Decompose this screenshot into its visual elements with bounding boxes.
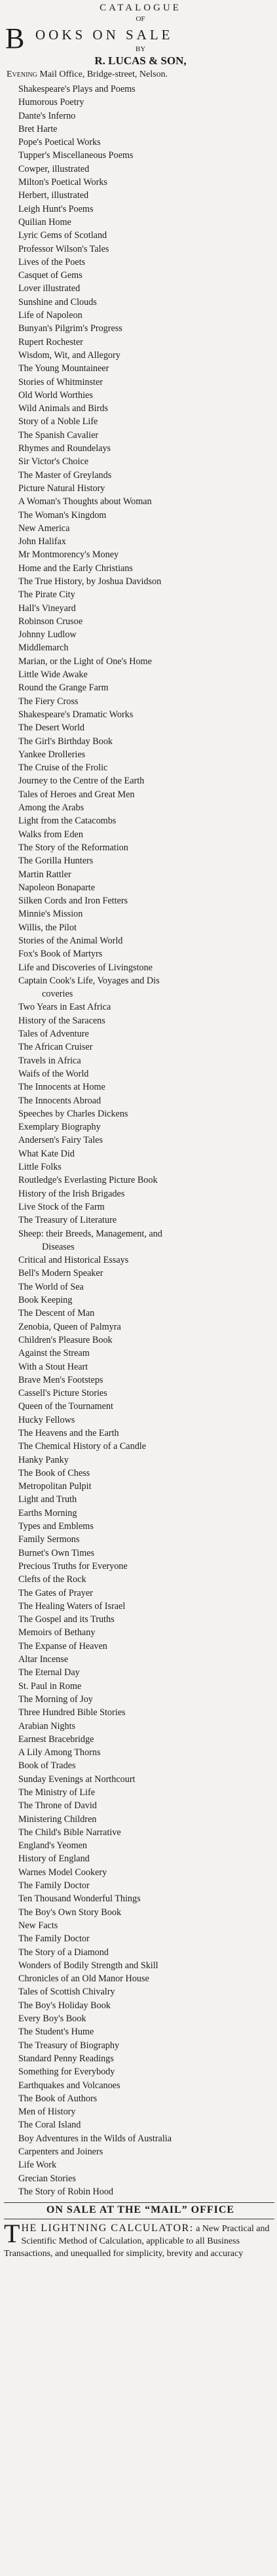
book-list-item: The Story of Robin Hood bbox=[18, 2186, 114, 2197]
book-list-item: The Student's Hume bbox=[18, 2027, 94, 2038]
book-list-item: The Boy's Holiday Book bbox=[18, 2000, 111, 2011]
book-list-item: The Story of a Diamond bbox=[18, 1947, 109, 1958]
book-list-item: Life Work bbox=[18, 2160, 57, 2171]
book-list-item: Pope's Poetical Works bbox=[18, 137, 101, 148]
book-list-item: Precious Truths for Everyone bbox=[18, 1560, 128, 1572]
book-list-item: The Woman's Kingdom bbox=[18, 509, 107, 521]
book-list-item: Travels in Africa bbox=[18, 1055, 81, 1066]
book-list-item: Fox's Book of Martyrs bbox=[18, 949, 103, 960]
book-list-item: Sir Victor's Choice bbox=[18, 456, 89, 467]
book-list-item: Against the Stream bbox=[18, 1348, 90, 1359]
book-list-item: Hall's Vineyard bbox=[18, 603, 76, 614]
book-list-item: The Morning of Joy bbox=[18, 1694, 93, 1705]
book-list-item: Andersen's Fairy Tales bbox=[18, 1135, 103, 1146]
book-list-item: Yankee Drolleries bbox=[18, 749, 86, 760]
book-list-item: Tupper's Miscellaneous Poems bbox=[18, 150, 134, 161]
catalogue-heading: CATALOGUE bbox=[100, 3, 181, 13]
book-list-item: Napoleon Bonaparte bbox=[18, 882, 96, 893]
book-list-item bbox=[18, 1227, 277, 1254]
book-list-item: Types and Emblems bbox=[18, 1521, 94, 1532]
book-title-continuation: Diseases bbox=[42, 1241, 75, 1252]
advert-dropcap: T bbox=[4, 2219, 20, 2249]
book-list-item: Chronicles of an Old Manor House bbox=[18, 1973, 149, 1985]
book-list-item: With a Stout Heart bbox=[18, 1361, 88, 1372]
book-list-item: Wild Animals and Birds bbox=[18, 403, 108, 414]
book-list-item: The Fiery Cross bbox=[18, 696, 79, 707]
book-list-item: Walks from Eden bbox=[18, 829, 83, 840]
book-list-item: Lover illustrated bbox=[18, 283, 81, 294]
book-list-item: Critical and Historical Essays bbox=[18, 1255, 129, 1266]
book-title-line: Sheep: their Breeds, Management, and bbox=[18, 1228, 162, 1239]
book-list-item: The Descent of Man bbox=[18, 1308, 95, 1319]
book-list-item: Memoirs of Bethany bbox=[18, 1627, 96, 1638]
book-list-item: Light from the Catacombs bbox=[18, 816, 117, 827]
book-list-item: Wonders of Bodily Strength and Skill bbox=[18, 1960, 158, 1971]
book-list-item: Three Hundred Bible Stories bbox=[18, 1707, 126, 1718]
book-list-item: Book of Trades bbox=[18, 1760, 76, 1772]
book-list-item: Old World Worthies bbox=[18, 389, 93, 401]
book-list-item: Stories of the Animal World bbox=[18, 936, 123, 946]
book-list-item: The Book of Chess bbox=[18, 1467, 90, 1478]
book-list-item: Round the Grange Farm bbox=[18, 683, 109, 694]
book-list-item: Mr Montmorency's Money bbox=[18, 549, 119, 561]
book-list-item: Herbert, illustrated bbox=[18, 190, 89, 201]
book-list-item: Cassell's Picture Stories bbox=[18, 1388, 107, 1399]
book-list-item: History of the Irish Brigades bbox=[18, 1188, 125, 1199]
book-list-item: New America bbox=[18, 523, 70, 534]
book-list-item: Minnie's Mission bbox=[18, 909, 83, 920]
book-list-item: The Desert World bbox=[18, 723, 85, 734]
book-list-item: Queen of the Tournament bbox=[18, 1401, 113, 1412]
book-list-item: Shakespeare's Dramatic Works bbox=[18, 709, 134, 720]
book-list-item: Quilian Home bbox=[18, 216, 71, 228]
book-list-item: Family Sermons bbox=[18, 1534, 80, 1545]
book-list-item: New Facts bbox=[18, 1920, 58, 1931]
office-prefix: Evening bbox=[7, 69, 37, 79]
book-list-item: The World of Sea bbox=[18, 1281, 84, 1292]
book-list-item: Willis, the Pilot bbox=[18, 922, 77, 933]
book-list-item: Book Keeping bbox=[18, 1295, 73, 1306]
book-list-item: The Family Doctor bbox=[18, 1880, 90, 1892]
book-list-item: The Ministry of Life bbox=[18, 1787, 96, 1798]
book-list-item: A Woman's Thoughts about Woman bbox=[18, 496, 152, 507]
book-list-item: The True History, by Joshua Davidson bbox=[18, 576, 162, 587]
of-label: OF bbox=[136, 15, 145, 23]
book-list-item: Dante's Inferno bbox=[18, 110, 76, 121]
book-list-item: The Heavens and the Earth bbox=[18, 1427, 119, 1438]
book-list-item: The Expanse of Heaven bbox=[18, 1640, 107, 1652]
advert-headword: HE LIGHTNING CALCULATOR: bbox=[21, 2223, 194, 2234]
book-list-item: Rupert Rochester bbox=[18, 336, 83, 347]
book-list-item: Men of History bbox=[18, 2107, 76, 2118]
book-list-item: Little Folks bbox=[18, 1162, 62, 1173]
book-list-item: Warnes Model Cookery bbox=[18, 1867, 107, 1878]
book-list-item: Cowper, illustrated bbox=[18, 163, 90, 174]
book-list-item: The Family Doctor bbox=[18, 1933, 90, 1945]
book-list-item: Professor Wilson's Tales bbox=[18, 243, 109, 254]
book-list-item: Sunday Evenings at Northcourt bbox=[18, 1773, 136, 1785]
book-list-item: The Innocents at Home bbox=[18, 1082, 105, 1093]
book-list-item: Waifs of the World bbox=[18, 1068, 89, 1079]
book-list-item: Boy Adventures in the Wilds of Australia bbox=[18, 2133, 172, 2144]
book-list-item: Lives of the Poets bbox=[18, 256, 86, 268]
book-list-item: Tales of Adventure bbox=[18, 1029, 89, 1040]
book-list-item: Martin Rattler bbox=[18, 869, 71, 880]
book-list-item: Altar Incense bbox=[18, 1654, 69, 1665]
book-list-item: Marian, or the Light of One's Home bbox=[18, 656, 152, 667]
book-list-item: Arabian Nights bbox=[18, 1720, 76, 1732]
book-list-item: The Master of Greylands bbox=[18, 469, 112, 481]
book-list-item: Hucky Fellows bbox=[18, 1414, 75, 1425]
book-list-item: Lyric Gems of Scotland bbox=[18, 230, 107, 241]
book-list-item: The Book of Authors bbox=[18, 2093, 98, 2104]
book-list-item: Stories of Whitminster bbox=[18, 376, 103, 387]
book-list-item: The Gospel and its Truths bbox=[18, 1614, 115, 1625]
calculator-advert bbox=[4, 2219, 277, 2260]
book-list-item: The Coral Island bbox=[18, 2120, 81, 2131]
book-list-item: Speeches by Charles Dickens bbox=[18, 1108, 128, 1119]
book-list-item: Shakespeare's Plays and Poems bbox=[18, 84, 136, 94]
book-list-item: Burnet's Own Times bbox=[18, 1547, 95, 1558]
book-list-item: Live Stock of the Farm bbox=[18, 1201, 105, 1212]
book-list-item: The African Cruiser bbox=[18, 1042, 93, 1053]
book-list-item: Standard Penny Readings bbox=[18, 2053, 114, 2064]
book-list-item: Home and the Early Christians bbox=[18, 563, 133, 574]
book-list-item: The Chemical History of a Candle bbox=[18, 1441, 147, 1452]
book-list-item: Ministering Children bbox=[18, 1813, 97, 1825]
book-list-item: Routledge's Everlasting Picture Book bbox=[18, 1175, 158, 1186]
book-list-item: The Spanish Cavalier bbox=[18, 429, 99, 441]
office-address bbox=[4, 68, 277, 81]
book-list-item: The Girl's Birthday Book bbox=[18, 736, 113, 747]
book-list-item: Metropolitan Pulpit bbox=[18, 1481, 92, 1492]
book-list-item: Story of a Noble Life bbox=[18, 416, 98, 427]
book-list-item: Ten Thousand Wonderful Things bbox=[18, 1893, 141, 1905]
publisher-name: R. LUCAS & SON, bbox=[94, 54, 187, 67]
office-rest: Mail Office, Bridge-street, Nelson. bbox=[37, 69, 168, 79]
book-list-item: Silken Cords and Iron Fetters bbox=[18, 896, 128, 907]
book-list-item: Tales of Heroes and Great Men bbox=[18, 789, 135, 800]
book-list-item: Two Years in East Africa bbox=[18, 1002, 111, 1013]
book-list-item: Sunshine and Clouds bbox=[18, 296, 97, 307]
book-list-item: Life of Napoleon bbox=[18, 310, 83, 321]
title-text: OOKS ON SALE bbox=[35, 27, 174, 43]
book-list-item: Earthquakes and Volcanoes bbox=[18, 2080, 120, 2091]
book-list-item: Milton's Poetical Works bbox=[18, 177, 107, 188]
book-title-continuation: coveries bbox=[42, 989, 73, 1000]
book-list-item: The Healing Waters of Israel bbox=[18, 1600, 126, 1612]
book-list-item: History of England bbox=[18, 1853, 90, 1865]
book-list-item: Something for Everybody bbox=[18, 2067, 115, 2078]
title-dropcap: B bbox=[5, 22, 25, 54]
book-list-item: Among the Arabs bbox=[18, 803, 84, 814]
book-list-item: Bunyan's Pilgrim's Progress bbox=[18, 323, 122, 334]
book-list-item: Robinson Crusoe bbox=[18, 616, 83, 627]
book-list-item: Middlemarch bbox=[18, 643, 69, 654]
book-list-item: Every Boy's Book bbox=[18, 2013, 86, 2025]
book-list-item: The Cruise of the Frolic bbox=[18, 763, 108, 774]
book-list-item: Earnest Bracebridge bbox=[18, 1734, 94, 1745]
book-list-item: Life and Discoveries of Livingstone bbox=[18, 962, 153, 973]
book-list-item: Tales of Scottish Chivalry bbox=[18, 1987, 115, 1998]
book-list-item: Leigh Hunt's Poems bbox=[18, 203, 94, 214]
book-list-item: A Lily Among Thorns bbox=[18, 1747, 101, 1758]
book-list-item: England's Yeomen bbox=[18, 1840, 88, 1852]
book-list-item: The Child's Bible Narrative bbox=[18, 1827, 121, 1838]
book-list-item: Exemplary Biography bbox=[18, 1122, 101, 1133]
book-list-item: Rhymes and Roundelays bbox=[18, 443, 111, 454]
book-list-item: Casquet of Gems bbox=[18, 270, 83, 281]
book-list-item: Light and Truth bbox=[18, 1494, 77, 1505]
book-list-item: The Story of the Reformation bbox=[18, 842, 128, 853]
book-list-item: Zenobia, Queen of Palmyra bbox=[18, 1321, 121, 1332]
book-list-item: Bell's Modern Speaker bbox=[18, 1268, 103, 1279]
book-list-item: Carpenters and Joiners bbox=[18, 2147, 103, 2158]
book-list-item: The Innocents Abroad bbox=[18, 1095, 102, 1106]
advert-text: a New Practical and Scientific Method of Calculation, applicable to all Business Transactions, and unequalled for simplicity, brevity and accuracy bbox=[4, 2224, 270, 2259]
book-list-item: Johnny Ludlow bbox=[18, 629, 77, 641]
book-list-item bbox=[18, 974, 277, 1001]
book-list-item: The Treasury of Biography bbox=[18, 2040, 120, 2051]
book-list-item: Brave Men's Footsteps bbox=[18, 1374, 103, 1385]
book-list-item: What Kate Did bbox=[18, 1148, 75, 1159]
book-list-item: Little Wide Awake bbox=[18, 669, 88, 681]
book-list-item: Clefts of the Rock bbox=[18, 1574, 86, 1585]
by-label: BY bbox=[135, 45, 146, 53]
book-list-item: Humorous Poetry bbox=[18, 97, 84, 108]
book-title-line: Captain Cook's Life, Voyages and Dis bbox=[18, 975, 160, 986]
book-list bbox=[4, 83, 277, 2198]
book-list-item: Children's Pleasure Book bbox=[18, 1334, 113, 1345]
book-list-item: History of the Saracens bbox=[18, 1015, 105, 1026]
book-list-item: Bret Harte bbox=[18, 123, 58, 134]
book-list-item: The Young Mountaineer bbox=[18, 363, 109, 374]
book-list-item: The Pirate City bbox=[18, 589, 75, 601]
book-list-item: Grecian Stories bbox=[18, 2173, 76, 2184]
book-list-item: John Halifax bbox=[18, 536, 66, 547]
book-list-item: The Treasury of Literature bbox=[18, 1215, 117, 1226]
book-list-item: The Gates of Prayer bbox=[18, 1587, 93, 1598]
on-sale-heading: ON SALE AT THE “MAIL” OFFICE bbox=[46, 2204, 235, 2216]
book-list-item: The Gorilla Hunters bbox=[18, 856, 94, 867]
book-list-item: Picture Natural History bbox=[18, 483, 105, 494]
book-list-item: Hanky Panky bbox=[18, 1454, 69, 1465]
book-list-item: The Throne of David bbox=[18, 1800, 97, 1812]
book-list-item: The Eternal Day bbox=[18, 1667, 80, 1678]
book-list-item: Journey to the Centre of the Earth bbox=[18, 776, 145, 787]
book-list-item: The Boy's Own Story Book bbox=[18, 1907, 122, 1918]
book-list-item: St. Paul in Rome bbox=[18, 1680, 82, 1692]
catalogue-page bbox=[0, 1, 277, 2576]
book-list-item: Earths Morning bbox=[18, 1507, 77, 1518]
book-list-item: Wisdom, Wit, and Allegory bbox=[18, 349, 120, 361]
